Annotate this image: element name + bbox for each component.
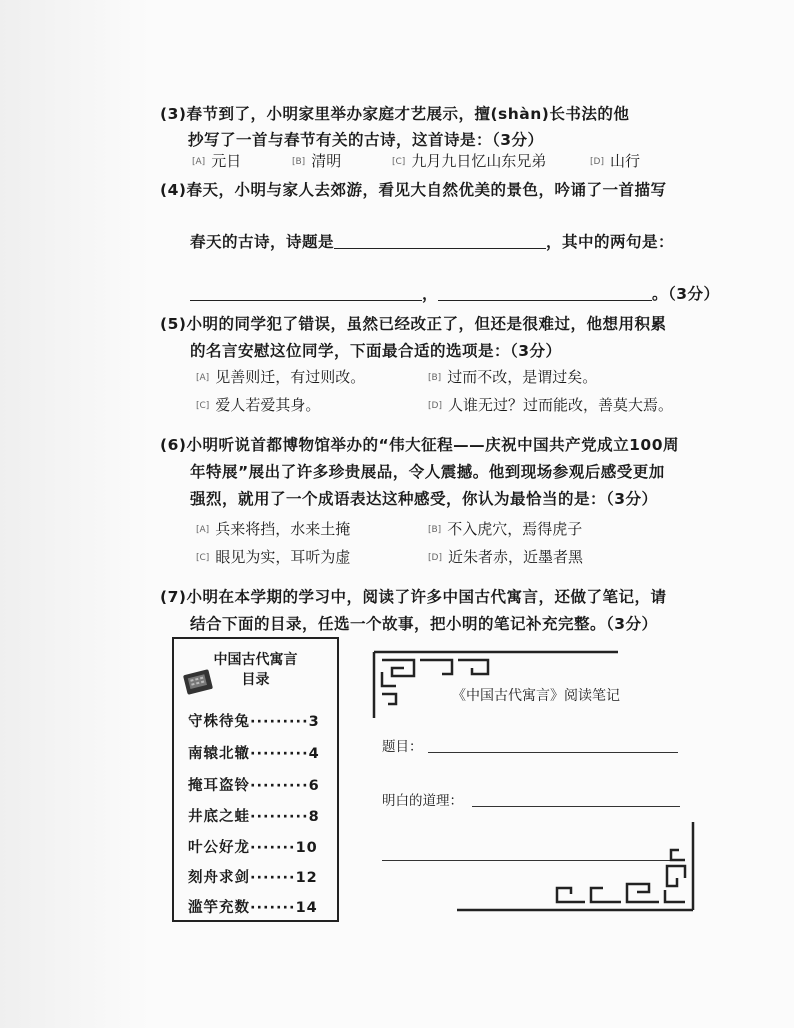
q4-prompt: 春天的古诗，诗题是 [190,233,335,251]
q5-option-b[interactable] [428,366,597,389]
option-text: 山行 [609,152,640,170]
poem-line1-blank[interactable] [190,282,422,301]
toc-item-page: 12 [295,870,318,886]
q5-line2: 的名言安慰这位同学，下面最合适的选项是：（3分） [190,342,562,360]
option-tag: [D] [428,401,442,411]
toc-box [172,637,339,922]
option-tag: [A] [196,525,210,535]
option-text: 九月九日忆山东兄弟 [411,152,547,170]
q3-option-c[interactable] [392,150,546,173]
scan-shadow [0,0,150,1028]
option-tag: [A] [192,157,206,167]
q3-line1: (3)春节到了，小明家里举办家庭才艺展示，擅(shàn)长书法的他 [160,105,630,123]
toc-item: 守株待兔·········3 [188,714,320,730]
q6-option-c[interactable] [196,546,350,569]
lesson-answer-line-1[interactable] [472,806,680,807]
option-tag: [B] [428,525,442,535]
option-tag: [A] [196,373,210,383]
toc-item-name: 南辕北辙 [188,746,250,762]
lesson-label: 明白的道理： [382,793,463,809]
toc-item-name: 滥竽充数 [188,900,250,916]
q6-line1: (6)小明听说首都博物馆举办的“伟大征程——庆祝中国共产党成立100周 [160,436,679,454]
option-text: 过而不改，是谓过矣。 [447,368,598,386]
toc-item-name: 井底之蛙 [188,809,250,825]
toc-item-page: 4 [308,746,320,762]
q4-prompt-2: ，其中的两句是： [546,233,675,251]
q7-line1: (7)小明在本学期的学习中，阅读了许多中国古代寓言，还做了笔记，请 [160,588,667,606]
toc-title: 中国古代寓言 [213,652,298,668]
notes-title: 《中国古代寓言》阅读笔记 [452,688,620,704]
q4-comma: ， [422,285,439,303]
toc-item-page: 14 [295,900,318,916]
option-text: 近朱者赤，近墨者黑 [447,548,583,566]
q6-option-a[interactable] [196,518,350,541]
toc-item: 刻舟求剑·······12 [188,870,318,886]
option-text: 清明 [311,152,342,170]
q4-line1: (4)春天，小明与家人去郊游，看见大自然优美的景色，吟诵了一首描写 [160,181,667,199]
toc-item-name: 守株待兔 [188,714,250,730]
topic-answer-line[interactable] [428,752,678,753]
option-text: 见善则迁，有过则改。 [215,368,366,386]
toc-item: 南辕北辙·········4 [188,746,320,762]
option-tag: [C] [392,157,406,167]
toc-item-name: 掩耳盗铃 [188,778,250,794]
toc-item-name: 叶公好龙 [188,840,250,856]
toc-item-page: 3 [308,714,320,730]
q5-option-d[interactable] [428,394,673,417]
toc-item-page: 10 [295,840,318,856]
q6-line3: 强烈，就用了一个成语表达这种感受，你认为最恰当的是：（3分） [190,490,658,508]
q3-option-a[interactable] [192,150,241,173]
q6-option-d[interactable] [428,546,583,569]
q3-line2: 抄写了一首与春节有关的古诗，这首诗是：（3分） [188,131,544,149]
q6-option-b[interactable] [428,518,582,541]
toc-item: 滥竽充数·······14 [188,900,318,916]
option-tag: [B] [292,157,306,167]
toc-item: 井底之蛙·········8 [188,809,320,825]
option-tag: [D] [428,553,442,563]
q6-line2: 年特展”展出了许多珍贵展品，令人震撼。他到现场参观后感受更加 [190,463,665,481]
toc-item: 掩耳盗铃·········6 [188,778,320,794]
option-text: 不入虎穴，焉得虎子 [447,520,583,538]
toc-item-name: 刻舟求剑 [188,870,250,886]
q7-line2: 结合下面的目录，任选一个故事，把小明的笔记补充完整。（3分） [190,615,658,633]
q5-line1: (5)小明的同学犯了错误，虽然已经改正了，但还是很难过，他想用积累 [160,315,667,333]
toc-item-page: 8 [308,809,320,825]
option-tag: [C] [196,553,210,563]
q3-option-d[interactable] [590,150,640,173]
q4-line3 [190,281,750,308]
option-tag: [C] [196,401,210,411]
option-tag: [D] [590,157,604,167]
option-text: 元日 [211,152,242,170]
q5-option-c[interactable] [196,394,320,417]
option-text: 兵来将挡，水来土掩 [215,520,351,538]
q4-line2 [190,229,750,256]
toc-item: 叶公好龙·······10 [188,840,318,856]
q3-option-b[interactable] [292,150,341,173]
option-text: 人谁无过？过而能改，善莫大焉。 [447,396,673,414]
poem-title-blank[interactable] [334,230,546,249]
book-icon [183,669,213,695]
q4-end: 。（3分） [652,285,720,303]
fret-corner-bottom-right [455,820,700,914]
option-text: 眼见为实，耳听为虚 [215,548,351,566]
option-text: 爱人若爱其身。 [215,396,321,414]
toc-item-page: 6 [308,778,320,794]
q5-option-a[interactable] [196,366,365,389]
toc-subtitle: 目录 [241,672,270,688]
poem-line2-blank[interactable] [438,282,652,301]
topic-label: 题目： [382,739,423,755]
option-tag: [B] [428,373,442,383]
